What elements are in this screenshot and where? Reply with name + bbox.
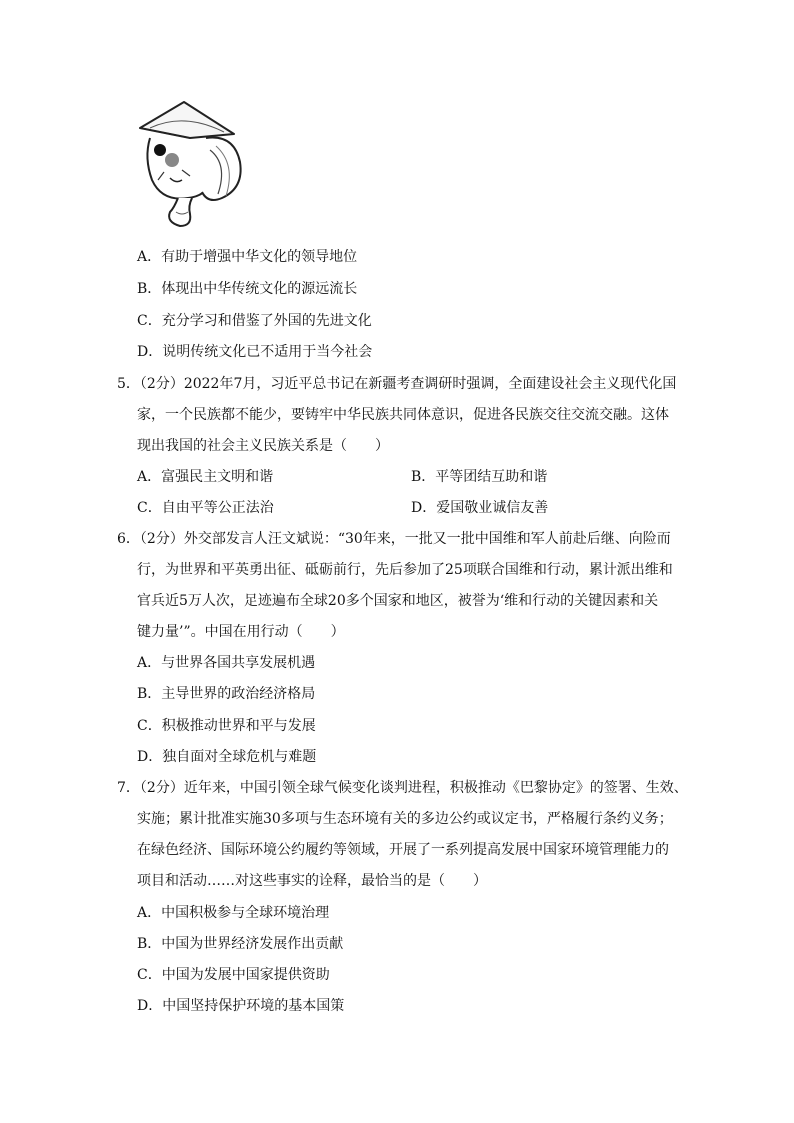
q7-option-d[interactable]: D．中国坚持保护环境的基本国策 <box>137 998 345 1014</box>
q6-option-d[interactable]: D．独自面对全球危机与难题 <box>137 749 317 765</box>
q7-stem-line-3: 在绿色经济、国际环境公约履约等领域，开展了一系列提高发展中国家环境管理能力的 <box>137 842 669 858</box>
q7-option-a[interactable]: A．中国积极参与全球环境治理 <box>137 905 330 921</box>
q6-option-b[interactable]: B．主导世界的政治经济格局 <box>137 686 316 702</box>
q5-stem-line-1: 5．（2分）2022年7月，习近平总书记在新疆考查调研时强调，全面建设社会主义现代化国 <box>117 376 677 392</box>
gourd-mascot-image <box>136 98 256 238</box>
q6-stem-line-1: 6．（2分）外交部发言人汪文斌说：“30年来，一批又一批中国维和军人前赴后继、向险而 <box>117 531 671 547</box>
q5-option-c[interactable]: C．自由平等公正法治 <box>137 500 274 516</box>
q4-option-d[interactable]: D．说明传统文化已不适用于当今社会 <box>137 344 373 360</box>
q6-stem-line-2: 行，为世界和平英勇出征、砥砺前行，先后参加了25项联合国维和行动，累计派出维和 <box>137 562 673 578</box>
q7-stem-line-2: 实施；累计批准实施30多项与生态环境有关的多边公约或议定书，严格履行条约义务； <box>137 811 673 827</box>
q7-stem-line-1: 7．（2分）近年来，中国引领全球气候变化谈判进程，积极推动《巴黎协定》的签署、生效、 <box>117 780 688 796</box>
q6-stem-line-4: 键力量’”。中国在用行动（ ） <box>137 624 345 640</box>
q5-stem-line-2: 家，一个民族都不能少，要铸牢中华民族共同体意识，促进各民族交往交流交融。这体 <box>137 407 669 423</box>
q7-option-b[interactable]: B．中国为世界经济发展作出贡献 <box>137 936 344 952</box>
q7-option-c[interactable]: C．中国为发展中国家提供资助 <box>137 967 330 983</box>
q6-option-c[interactable]: C．积极推动世界和平与发展 <box>137 718 316 734</box>
q5-option-a[interactable]: A．富强民主文明和谐 <box>137 469 274 485</box>
q7-stem-line-4: 项目和活动……对这些事实的诠释，最恰当的是（ ） <box>137 873 487 889</box>
q5-stem-line-3: 现出我国的社会主义民族关系是（ ） <box>137 438 389 454</box>
q4-option-c[interactable]: C．充分学习和借鉴了外国的先进文化 <box>137 313 372 329</box>
q6-stem-line-3: 官兵近5万人次，足迹遍布全球20多个国家和地区，被誉为‘维和行动的关键因素和关 <box>137 593 659 609</box>
q5-option-b[interactable]: B．平等团结互助和谐 <box>411 469 548 485</box>
q5-option-d[interactable]: D．爱国敬业诚信友善 <box>411 500 549 516</box>
q4-option-a[interactable]: A．有助于增强中华文化的领导地位 <box>137 249 358 265</box>
q6-option-a[interactable]: A．与世界各国共享发展机遇 <box>137 655 316 671</box>
q4-option-b[interactable]: B．体现出中华传统文化的源远流长 <box>137 281 358 297</box>
mascot-illustration <box>136 98 256 238</box>
